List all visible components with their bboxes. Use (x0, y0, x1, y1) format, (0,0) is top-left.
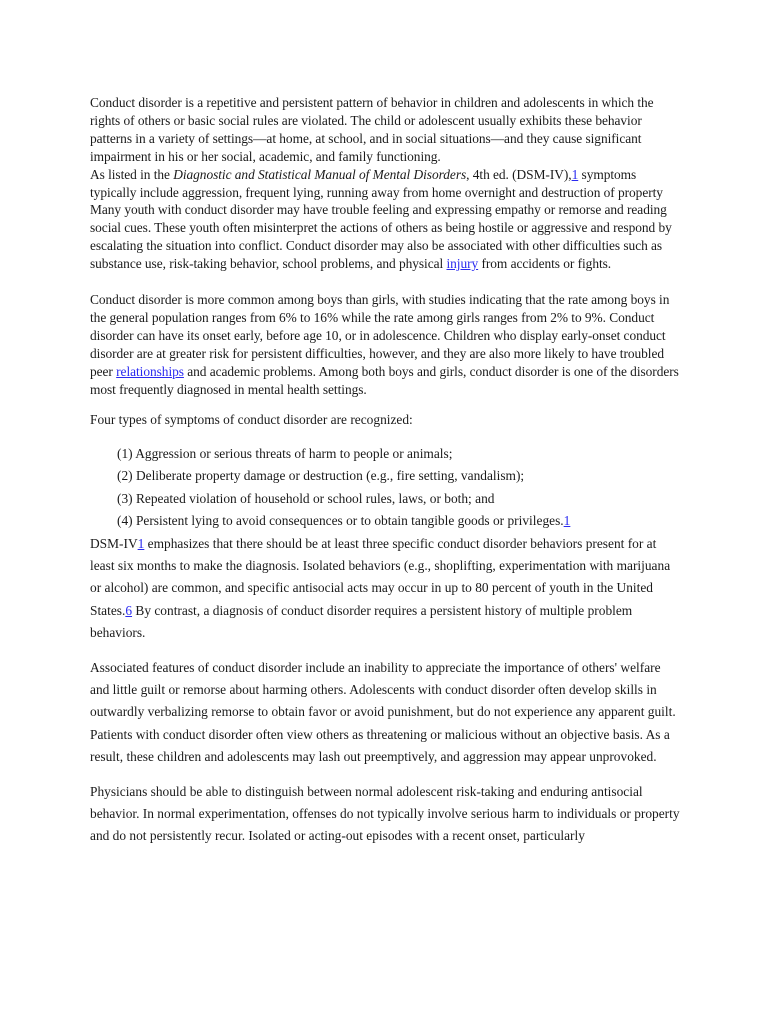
list-item: (2) Deliberate property damage or destruction (e.g., fire setting, vandalism); (117, 468, 525, 484)
list-item (117, 510, 680, 532)
paragraph-dsm-symptoms (90, 166, 680, 273)
p5-mid: emphasizes that there should be at least three specific conduct disorder behaviors present for at least six months to make the diagnosis. Isolated behaviors (e.g., shoplifting, experimentation with marijuana or alcohol) are common, and specific antisocial acts may occur in up to 80 percent of youth in the United States. (90, 535, 671, 618)
symptom-list (117, 443, 680, 533)
paragraph-associated-features: Associated features of conduct disorder include an inability to appreciate the importance of others' welfare and little guilt or remorse about harming others. Adolescents with conduct disorder often develop skills in outwardly verbalizing remorse to obtain favor or avoid punishment, but do not experience any apparent guilt. Patients with conduct disorder often view others as threatening or malicious without an objective basis. As a result, these children and adolescents may lash out preemptively, and aggression may appear unprovoked. (90, 659, 676, 765)
reference-link-6[interactable]: 6 (125, 602, 133, 618)
dsm-title: Diagnostic and Statistical Manual of Mental Disorders (173, 166, 467, 182)
paragraph-diagnosis (90, 533, 680, 645)
condensed-section (90, 94, 680, 399)
reference-link-1[interactable]: 1 (571, 166, 579, 182)
p5-pre: DSM-IV (90, 535, 138, 551)
p2-body: symptoms typically include aggression, frequent lying, running away from home overnight and destruction of property Many youth with conduct disorder may have trouble feeling and expressing empathy or remorse and reading social cues. These youth often misinterpret the actions of others as being hostile or aggressive and respond by escalating the situation into conflict. Conduct disorder may also be associated with other difficulties such as substance use, risk-taking behavior, school problems, and physical (90, 166, 672, 272)
p2-mid: , 4th ed. (DSM-IV), (466, 166, 572, 182)
relationships-link[interactable]: relationships (116, 363, 184, 379)
list-item: (1) Aggression or serious threats of harm to people or animals; (117, 445, 453, 461)
paragraph-gap (90, 273, 680, 291)
reference-link-1[interactable]: 1 (563, 513, 571, 529)
paragraph-physicians: Physicians should be able to distinguish between normal adolescent risk-taking and enduring antisocial behavior. In normal experimentation, offenses do not typically involve serious harm to individuals or property and do not persistently recur. Isolated or acting-out episodes with a recent onset, particularly (90, 783, 680, 844)
list-item-text: (4) Persistent lying to avoid consequences or to obtain tangible goods or privileges. (117, 513, 564, 529)
p3-pre: Conduct disorder is more common among boys than girls, with studies indicating that the rate among boys in the general population ranges from 6% to 16% while the rate among girls ranges from 2% to 9%. Conduct disorder can have its onset early, before age 10, or in adolescence. Children who display early-onset conduct disorder are at greater risk for persistent difficulties, however, and they are also more likely to have troubled peer (90, 292, 670, 379)
paragraph-symptom-types: Four types of symptoms of conduct disorder are recognized: (90, 411, 413, 427)
list-item: (3) Repeated violation of household or school rules, laws, or both; and (117, 490, 495, 506)
document-page (90, 94, 680, 848)
paragraph-definition: Conduct disorder is a repetitive and persistent pattern of behavior in children and adolescents in which the rights of others or basic social rules are violated. The child or adolescent usually exhibits these behavior patterns in a variety of settings—at home, at school, and in social situations—and they cause significant impairment in his or her social, academic, and family functioning. (90, 95, 654, 164)
paragraph-gap (90, 769, 680, 781)
paragraph-gap (90, 645, 680, 657)
paragraph-prevalence (90, 291, 680, 398)
reference-link-1[interactable]: 1 (137, 535, 145, 551)
p2-post: from accidents or fights. (478, 256, 612, 272)
p2-pre: As listed in the (90, 166, 174, 182)
spaced-section (90, 409, 680, 848)
p3-post: and academic problems. Among both boys and girls, conduct disorder is one of the disorders most frequently diagnosed in mental health settings. (90, 363, 679, 397)
injury-link[interactable]: injury (446, 256, 479, 272)
p5-post: By contrast, a diagnosis of conduct disorder requires a persistent history of multiple problem behaviors. (90, 602, 633, 641)
